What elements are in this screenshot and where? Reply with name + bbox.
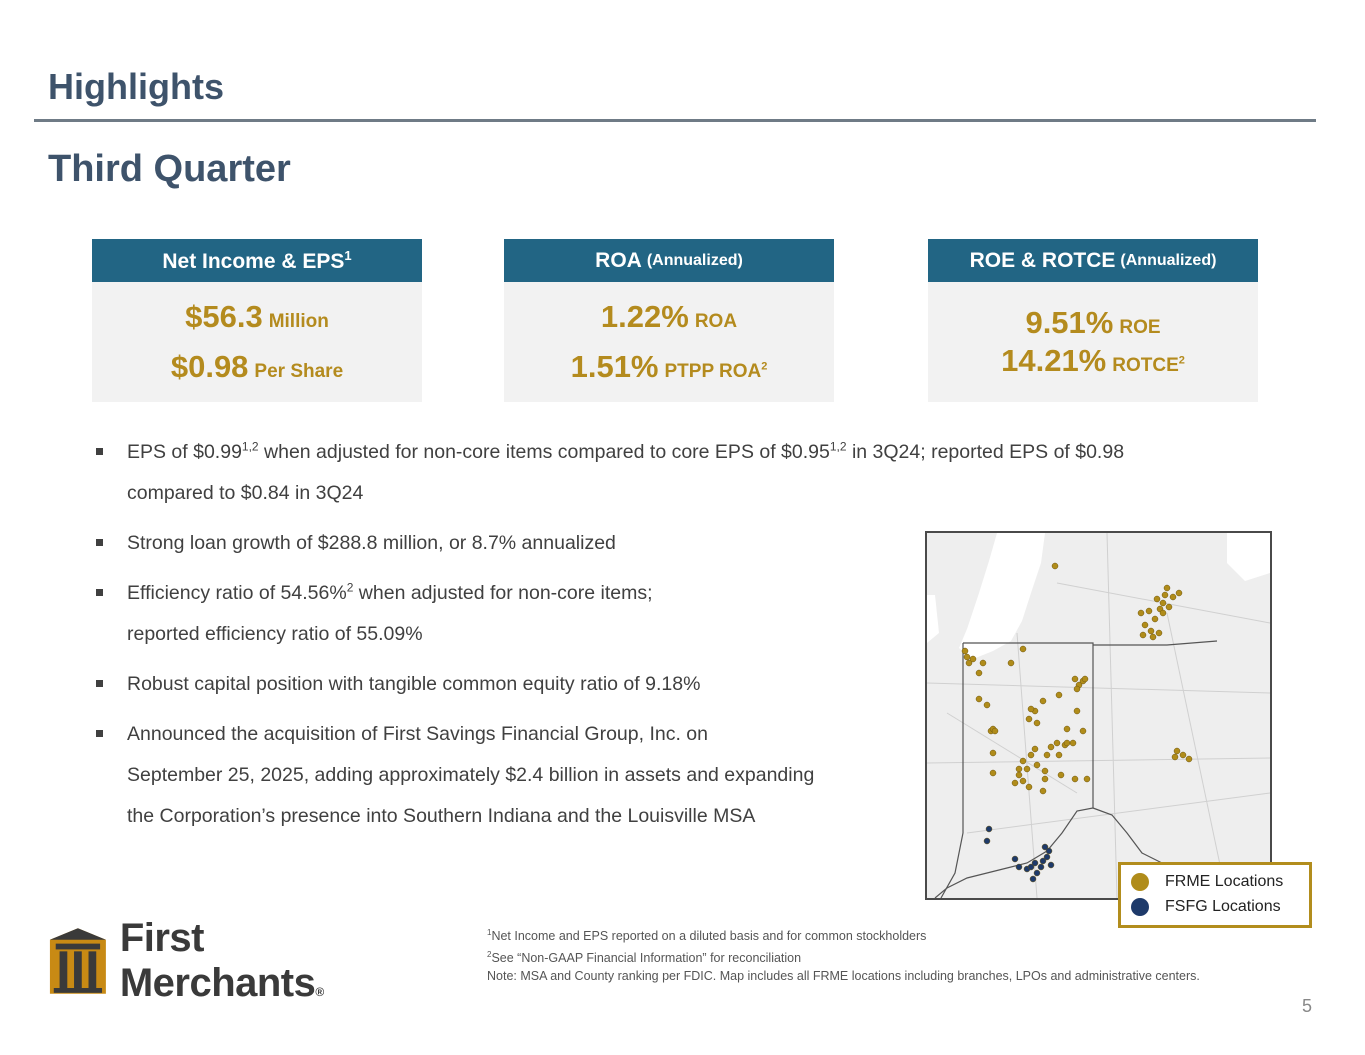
- bullet-marker: [96, 730, 103, 737]
- frme-location-dot: [1186, 756, 1192, 762]
- fsfg-location-dot: [1012, 856, 1018, 862]
- legend-item-fsfg: [1121, 894, 1309, 919]
- frme-location-dot: [1012, 780, 1018, 786]
- metric-unit: ROA: [694, 311, 738, 332]
- bullet-text: EPS of $0.99: [127, 441, 242, 463]
- net-income-eps-card: [92, 239, 422, 402]
- frme-location-dot: [1156, 630, 1162, 636]
- frme-location-dot: [1024, 766, 1030, 772]
- frme-location-dot: [1180, 752, 1186, 758]
- locations-map: [925, 531, 1272, 900]
- frme-location-dot: [962, 648, 968, 654]
- frme-location-dot: [1054, 740, 1060, 746]
- fsfg-location-dot: [1030, 876, 1036, 882]
- frme-location-dot: [990, 770, 996, 776]
- footnote-marker: 1: [344, 247, 352, 263]
- frme-location-dot: [1148, 628, 1154, 634]
- company-logo: [48, 916, 408, 1005]
- metric-net-income: [185, 299, 329, 335]
- metric-unit: PTPP ROA: [664, 361, 762, 382]
- footnote-marker: 2: [761, 360, 768, 373]
- metric-rotce: [1001, 343, 1185, 379]
- page-title: Highlights: [48, 66, 224, 107]
- frme-location-dot: [1058, 772, 1064, 778]
- bullet-text: compared to $0.84 in 3Q24: [127, 482, 364, 504]
- frme-location-dot: [1048, 744, 1054, 750]
- frme-location-dot: [1032, 746, 1038, 752]
- frme-location-dot: [1026, 716, 1032, 722]
- footnote-marker: 2: [346, 580, 354, 595]
- map-legend: [1118, 862, 1312, 928]
- fsfg-location-dot: [1032, 860, 1038, 866]
- fsfg-location-dot: [986, 826, 992, 832]
- frme-location-dot: [1034, 762, 1040, 768]
- bullet-text: reported efficiency ratio of 55.09%: [127, 623, 423, 645]
- bullet-text: Robust capital position with tangible common equity ratio of 9.18%: [127, 673, 701, 695]
- frme-location-dot: [1154, 596, 1160, 602]
- footnote-marker: 1,2: [829, 439, 847, 454]
- bullet-text: when adjusted for non-core items;: [353, 582, 653, 604]
- frme-location-dot: [1152, 616, 1158, 622]
- bullet-text: Announced the acquisition of First Savings Financial Group, Inc. on: [127, 723, 708, 745]
- bullet-marker: [96, 539, 103, 546]
- frme-location-dot: [1070, 740, 1076, 746]
- footnote-2: [487, 946, 1200, 968]
- frme-location-dot: [1072, 776, 1078, 782]
- frme-location-dot: [1026, 784, 1032, 790]
- frme-location-dot: [1166, 604, 1172, 610]
- frme-location-dot: [1138, 610, 1144, 616]
- frme-location-dot: [976, 670, 982, 676]
- fsfg-location-dot: [1038, 864, 1044, 870]
- footnote-marker: 1: [487, 928, 492, 937]
- frme-location-dot: [1064, 726, 1070, 732]
- bullet-text: Efficiency ratio of 54.56%: [127, 582, 347, 604]
- metric-unit: Per Share: [254, 361, 344, 382]
- frme-location-dot: [1028, 706, 1034, 712]
- fsfg-location-dot: [1042, 844, 1048, 850]
- metric-value: 14.21%: [1001, 343, 1107, 378]
- legend-label: FSFG Locations: [1165, 897, 1281, 915]
- metric-value: 9.51%: [1025, 305, 1114, 340]
- frme-location-dot: [1074, 686, 1080, 692]
- fsfg-location-dot: [1016, 864, 1022, 870]
- frme-location-dot: [1016, 766, 1022, 772]
- frme-location-dot: [1172, 754, 1178, 760]
- frme-location-dot: [1082, 676, 1088, 682]
- frme-location-dot: [1016, 772, 1022, 778]
- card-header: [92, 239, 422, 282]
- roa-card: [504, 239, 834, 402]
- frme-location-dot: [1064, 740, 1070, 746]
- legend-label: FRME Locations: [1165, 872, 1284, 890]
- bullet-eps: [96, 432, 1226, 514]
- page-number: 5: [1302, 996, 1313, 1016]
- frme-location-dot: [1028, 752, 1034, 758]
- legend-item-frme: [1121, 869, 1309, 894]
- frme-location-dot: [992, 728, 998, 734]
- fsfg-location-dot: [1048, 862, 1054, 868]
- frme-location-dot: [1170, 594, 1176, 600]
- location-dots: [927, 533, 1270, 898]
- metric-unit: Million: [268, 311, 329, 332]
- footnote-marker: 2: [1178, 354, 1185, 367]
- title-divider: [34, 119, 1316, 122]
- frme-location-dot: [1044, 752, 1050, 758]
- frme-location-dot: [1040, 788, 1046, 794]
- frme-location-dot: [1056, 692, 1062, 698]
- logo-wordmark: First Merchants: [119, 916, 316, 1005]
- card-title: ROA: [595, 248, 642, 272]
- frme-location-dot: [1020, 646, 1026, 652]
- card-header: [504, 239, 834, 282]
- section-subtitle: Third Quarter: [48, 148, 291, 190]
- frme-location-dot: [980, 660, 986, 666]
- card-body: [504, 282, 834, 402]
- frme-location-dot: [1072, 676, 1078, 682]
- card-title: ROE & ROTCE: [969, 248, 1116, 272]
- footnote-marker: 2: [487, 949, 492, 959]
- metric-eps: [171, 349, 343, 385]
- frme-location-dot: [1174, 748, 1180, 754]
- metric-value: $56.3: [185, 299, 263, 334]
- metric-roa: [601, 299, 737, 335]
- card-body: [928, 282, 1258, 402]
- bullet-marker: [96, 680, 103, 687]
- card-header: [928, 239, 1258, 282]
- frme-location-dot: [1020, 778, 1026, 784]
- fsfg-marker-icon: [1131, 898, 1149, 916]
- frme-location-dot: [1052, 563, 1058, 569]
- frme-location-dot: [984, 702, 990, 708]
- footnote-text: Net Income and EPS reported on a diluted basis and for common stockholders: [491, 929, 927, 944]
- card-title: Net Income & EPS: [162, 249, 345, 273]
- frme-location-dot: [1160, 610, 1166, 616]
- metric-unit: ROE: [1119, 317, 1161, 338]
- frme-location-dot: [1164, 585, 1170, 591]
- bullet-text: the Corporation’s presence into Southern Indiana and the Louisville MSA: [127, 805, 756, 827]
- metric-ptpp-roa: [571, 349, 768, 385]
- bullet-text: Strong loan growth of $288.8 million, or 8.7% annualized: [127, 532, 616, 554]
- frme-marker-icon: [1131, 873, 1149, 891]
- frme-location-dot: [1042, 768, 1048, 774]
- bullet-text: in 3Q24; reported EPS of $0.98: [846, 441, 1125, 463]
- frme-location-dot: [964, 654, 970, 660]
- fsfg-location-dot: [984, 838, 990, 844]
- frme-location-dot: [990, 750, 996, 756]
- frme-location-dot: [1162, 592, 1168, 598]
- card-body: [92, 282, 422, 402]
- footnote-1: [487, 924, 1200, 946]
- registered-mark: ®: [315, 985, 324, 999]
- frme-location-dot: [1080, 728, 1086, 734]
- bullet-text: when adjusted for non-core items compared to core EPS of $0.95: [258, 441, 830, 463]
- card-title-note: (Annualized): [1120, 251, 1217, 269]
- frme-location-dot: [1140, 632, 1146, 638]
- frme-location-dot: [1056, 752, 1062, 758]
- frme-location-dot: [1176, 590, 1182, 596]
- footnote-text: See “Non-GAAP Financial Information” for reconciliation: [491, 950, 802, 965]
- metric-unit: ROTCE: [1112, 355, 1179, 376]
- frme-location-dot: [976, 696, 982, 702]
- frme-location-dot: [970, 656, 976, 662]
- frme-location-dot: [1142, 622, 1148, 628]
- metric-value: $0.98: [170, 349, 249, 384]
- metric-value: 1.51%: [570, 349, 659, 384]
- fsfg-location-dot: [1044, 854, 1050, 860]
- frme-location-dot: [1020, 758, 1026, 764]
- bullet-text: September 25, 2025, adding approximately $2.4 billion in assets and expanding: [127, 764, 815, 786]
- frme-location-dot: [1160, 600, 1166, 606]
- frme-location-dot: [1040, 698, 1046, 704]
- frme-location-dot: [1034, 720, 1040, 726]
- roe-rotce-card: [928, 239, 1258, 402]
- bullet-marker: [96, 589, 103, 596]
- frme-location-dot: [1074, 708, 1080, 714]
- metric-value: 1.22%: [600, 299, 689, 334]
- footnote-marker: 1,2: [241, 439, 259, 454]
- footnote-note: Note: MSA and County ranking per FDIC. Map includes all FRME locations including branches, LPOs and administrative centers.: [487, 969, 1200, 984]
- bullet-marker: [96, 448, 103, 455]
- frme-location-dot: [1146, 608, 1152, 614]
- frme-location-dot: [1042, 776, 1048, 782]
- footnotes: [487, 924, 1200, 986]
- card-title-note: (Annualized): [646, 251, 743, 269]
- building-columns-logo-icon: [48, 925, 108, 997]
- frme-location-dot: [1008, 660, 1014, 666]
- fsfg-location-dot: [1034, 870, 1040, 876]
- frme-location-dot: [1084, 776, 1090, 782]
- frme-location-dot: [1150, 634, 1156, 640]
- metric-roe: [1025, 305, 1160, 341]
